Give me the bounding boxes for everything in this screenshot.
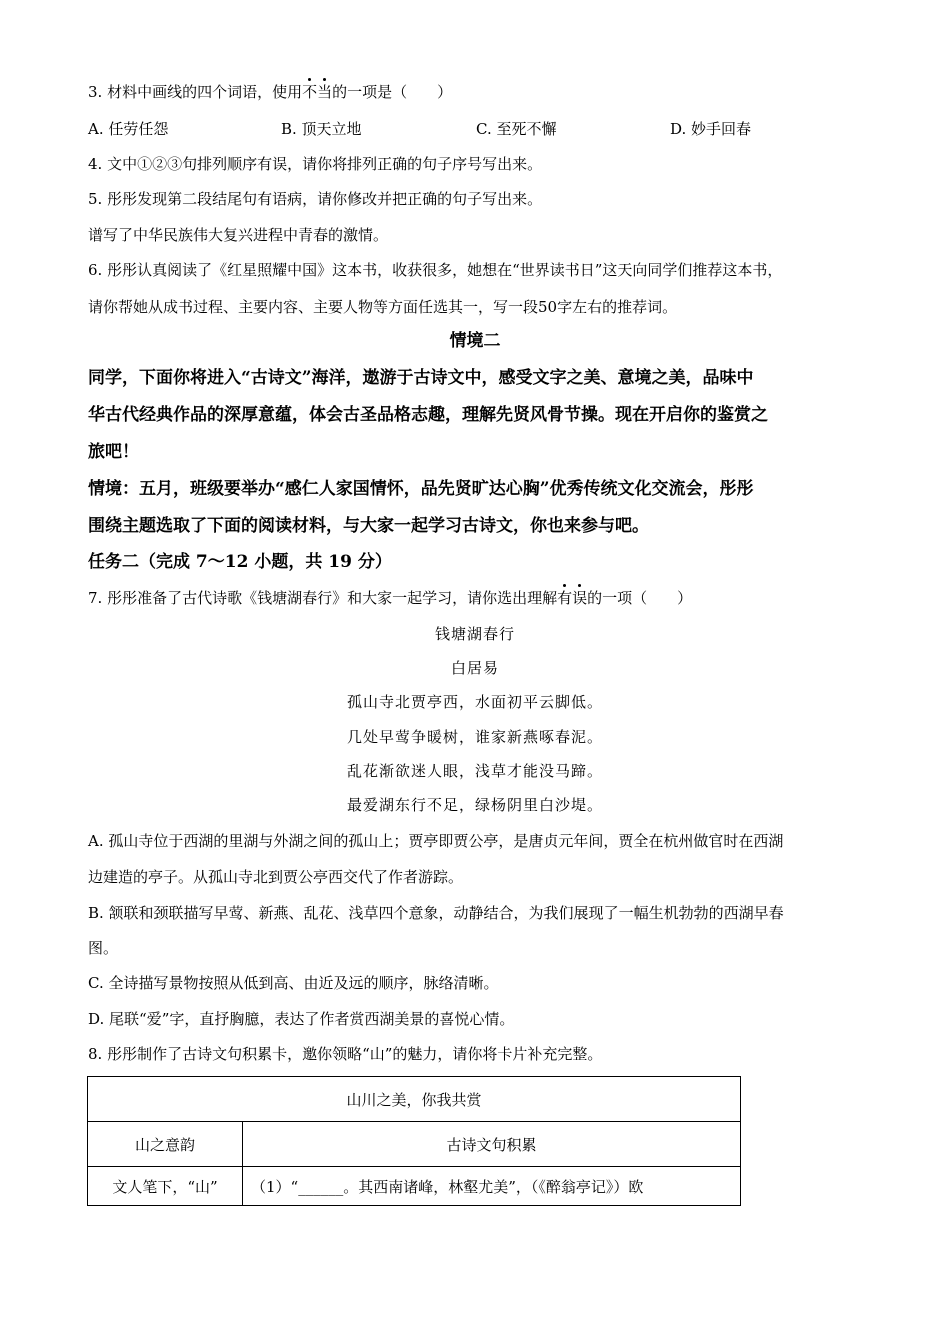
poem-line-2: 几处早莺争暖树，谁家新燕啄春泥。 [346,728,603,746]
question-7-stem: 7. 彤彤准备了古代诗歌《钱塘湖春行》和大家一起学习，请你选出理解有误的一项（ ） [88,589,693,607]
card-col-1-header: 山之意韵 [88,1122,243,1167]
card-col-2-header: 古诗文句积累 [243,1122,741,1167]
poem-line-4: 最爱湖东行不足，绿杨阴里白沙堤。 [346,796,603,814]
question-3-stem: 3. 材料中画线的四个词语，使用不当的一项是（ ） [88,83,453,101]
poem-line-3: 乱花渐欲迷人眼，浅草才能没马蹄。 [346,762,603,780]
emphasis-char: 误 [572,589,588,607]
question-8: 8. 彤彤制作了古诗文句积累卡，邀你领略“山”的魅力，请你将卡片补充完整。 [88,1045,603,1063]
q7-option-b-line-2: 图。 [88,939,119,957]
emphasis-char: 不 [302,83,318,101]
q7-option-c: C. 全诗描写景物按照从低到高、由近及远的顺序，脉络清晰。 [88,974,499,992]
question-4: 4. 文中①②③句排列顺序有误，请你将排列正确的句子序号写出来。 [88,155,543,173]
poem-title: 钱塘湖春行 [434,625,515,643]
card-header: 山川之美，你我共赏 [88,1077,741,1122]
situation-line-1: 情境：五月，班级要举办“感仁人家国情怀，品先贤旷达心胸”优秀传统文化交流会，彤彤 [88,479,754,499]
intro-line-3: 旅吧！ [88,442,139,462]
q7-option-b-line-1: B. 颔联和颈联描写早莺、新燕、乱花、浅草四个意象，动静结合，为我们展现了一幅生机勃勃的西湖早春 [88,904,784,922]
card-row-1-left: 文人笔下，“山” [88,1167,243,1206]
q7-option-d: D. 尾联“爱”字，直抒胸臆，表达了作者赏西湖美景的喜悦心情。 [88,1010,515,1028]
intro-line-1: 同学，下面你将进入“古诗文”海洋，遨游于古诗文中，感受文字之美、意境之美，品味中 [88,368,754,388]
q7-option-a-line-1: A. 孤山寺位于西湖的里湖与外湖之间的孤山上；贾亭即贾公亭，是唐贞元年间，贾全在杭州做官时在西湖 [88,832,784,850]
option-b: B. 顶天立地 [281,120,362,138]
intro-line-2: 华古代经典作品的深厚意蕴，体会古圣品格志趣，理解先贤风骨节操。现在开启你的鉴赏之 [88,405,768,425]
section-title: 情境二 [449,331,501,351]
emphasis-char: 有 [557,589,573,607]
card-row-1-right[interactable]: （1）“______。其西南诸峰，林壑尤美”，（《醉翁亭记》）欧 [243,1167,741,1206]
poem-author: 白居易 [450,659,499,677]
option-d: D. 妙手回春 [670,120,752,138]
option-c: C. 至死不懈 [476,120,557,138]
accumulation-card-table [87,1076,741,1206]
option-a: A. 任劳任怨 [88,120,169,138]
emphasis-char: 当 [317,83,333,101]
poem-line-1: 孤山寺北贾亭西，水面初平云脚低。 [346,693,603,711]
q7-option-a-line-2: 边建造的亭子。从孤山寺北到贾公亭西交代了作者游踪。 [88,868,464,886]
question-6-line-1: 6. 彤彤认真阅读了《红星照耀中国》这本书，收获很多，她想在“世界读书日”这天向同学们推荐这本书， [88,261,783,279]
question-5-sentence: 谱写了中华民族伟大复兴进程中青春的激情。 [88,226,389,244]
situation-line-2: 围绕主题选取了下面的阅读材料，与大家一起学习古诗文，你也来参与吧。 [88,516,649,536]
question-6-line-2: 请你帮她从成书过程、主要内容、主要人物等方面任选其一，写一段50字左右的推荐词。 [88,298,678,316]
task-2-heading: 任务二（完成 7～12 小题，共 19 分） [88,552,392,572]
question-5: 5. 彤彤发现第二段结尾句有语病，请你修改并把正确的句子写出来。 [88,190,543,208]
